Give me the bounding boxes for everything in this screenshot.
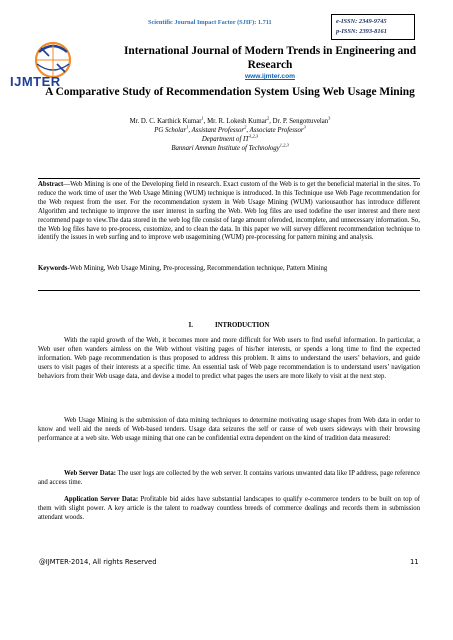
- author-sup: 1: [201, 115, 204, 121]
- section-number: I.: [188, 322, 193, 329]
- divider-top: [38, 178, 420, 179]
- author-separator: ,: [269, 118, 273, 125]
- keywords-text: Web Mining, Web Usage Mining, Pre-processing, Recommendation technique, Pattern Mining: [69, 265, 328, 272]
- keywords: [38, 264, 420, 273]
- author-sup: 2: [267, 115, 270, 121]
- role-sup: 2: [244, 124, 247, 130]
- author-sup: 3: [328, 115, 331, 121]
- e-issn: e-ISSN: 2349-9745: [336, 18, 387, 25]
- author-separator: ,: [203, 118, 208, 125]
- abstract-text: —Web Mining is one of the Developing field in research. Exact custom of the Web is to get the beneficial material in the sites. To reduce the work time of user the Web Usage Mining (WUM) technique is introduced. In this Technique use Web Page recommendation for the Web request from the user. For the recommendation system in Web Usage Mining (WUM) variousauthor has introduce different Algorithm and technique to improve the user interest in surfing the Web. Web log files are used todefine the user interest and there next recommend page to view.The data stored in the web log file consist of large amount oferoded, incomplete, and unnecessary information. So, the Web log files have to pre-process, customize, and to clean the data. In this paper we will survey different recommendation technique to identify the issues in web surfing and to improve web usagemining (WUM) pre-processing for pattern mining and analysis.: [38, 181, 420, 242]
- paragraph-label: Application Server Data:: [64, 496, 139, 503]
- role-sup: 3: [303, 124, 306, 130]
- body-paragraph: [38, 469, 420, 487]
- department-text: Department of IT: [201, 136, 250, 143]
- author-roles: [40, 126, 420, 135]
- section-title: INTRODUCTION: [214, 322, 270, 329]
- paragraph-text: Web Usage Mining is the submission of data mining techniques to determine motivating usage shapes from Web data in order to know and well aid the needs of Web-based tenders. Usage data seizures the self or cause of web users sideways with their browsing performance at a web site. Web usage mining that one can be confidential extra dependent on the kind of tradition data measured:: [38, 417, 420, 443]
- journal-title: International Journal of Modern Trends in Engineering and Research: [123, 45, 417, 71]
- abstract-label: Abstract: [38, 181, 64, 188]
- role-text: , Associate Professor: [246, 127, 304, 134]
- institute-text: Bannari Amman Institute of Technology: [171, 145, 280, 152]
- abstract: [38, 181, 420, 243]
- department-sup: 1,2,3: [249, 133, 259, 139]
- divider-middle: [38, 290, 420, 291]
- paragraph-text: The user logs are collected by the web server. It contains various unwanted data like IP address, page reference and access time.: [38, 470, 420, 487]
- journal-url-link[interactable]: www.ijmter.com: [245, 73, 295, 80]
- author-name: Mr. D. C. Karthick Kumar: [129, 118, 202, 125]
- p-issn: p-ISSN: 2393-8161: [336, 28, 387, 35]
- body-paragraph: [38, 336, 420, 381]
- author-department: [40, 135, 420, 144]
- role-text: , Assistant Professor: [188, 127, 245, 134]
- keywords-label: Keywords-: [38, 265, 70, 272]
- page-number: 11: [410, 558, 419, 566]
- paper-title: A Comparative Study of Recommendation System Using Web Usage Mining: [45, 86, 415, 98]
- author-name: Dr. P. Sengottuvelan: [272, 118, 329, 125]
- author-block: [40, 117, 420, 153]
- issn-box: [331, 14, 415, 40]
- author-names: [40, 117, 420, 126]
- institute-sup: 1,2,3: [279, 142, 289, 148]
- footer-copyright: @IJMTER-2014, All rights Reserved: [39, 558, 157, 566]
- role-text: PG Scholar: [154, 127, 187, 134]
- author-name: Mr. R. Lokesh Kumar: [207, 118, 267, 125]
- section-heading: [38, 322, 420, 329]
- paragraph-text: With the rapid growth of the Web, it becomes more and more difficult for Web users to find useful information. In particular, a Web user often wanders aimless on the Web without visiting pages of his/her interests, or spends a long time to find the expected information. Web page recommendation is thus proposed to address this problem. It aims to understand the users’ behaviors, and guide users to visit pages of their interests at a specific time. An essential task of Web page recommendation is to understand users’ navigation behaviors from their Web usage data, and devise a model to predict what pages the users are more likely to visit at the next step.: [38, 337, 420, 381]
- impact-factor: Scientific Journal Impact Factor (SJIF): 1.711: [148, 19, 272, 26]
- paragraph-label: Web Server Data:: [64, 470, 117, 477]
- logo-text: IJMTER: [10, 74, 61, 89]
- author-institute: [40, 144, 420, 153]
- role-sup: 1: [186, 124, 189, 130]
- body-paragraph: [38, 495, 420, 522]
- paragraph-text: Profitable bid aides have substantial landscapes to qualify e-commerce tenders to be built on top of them with slight power. A key article is the talent to roadway countless breeds of commerce dealings and records them in submission attendant woods.: [38, 496, 420, 522]
- body-paragraph: [38, 416, 420, 443]
